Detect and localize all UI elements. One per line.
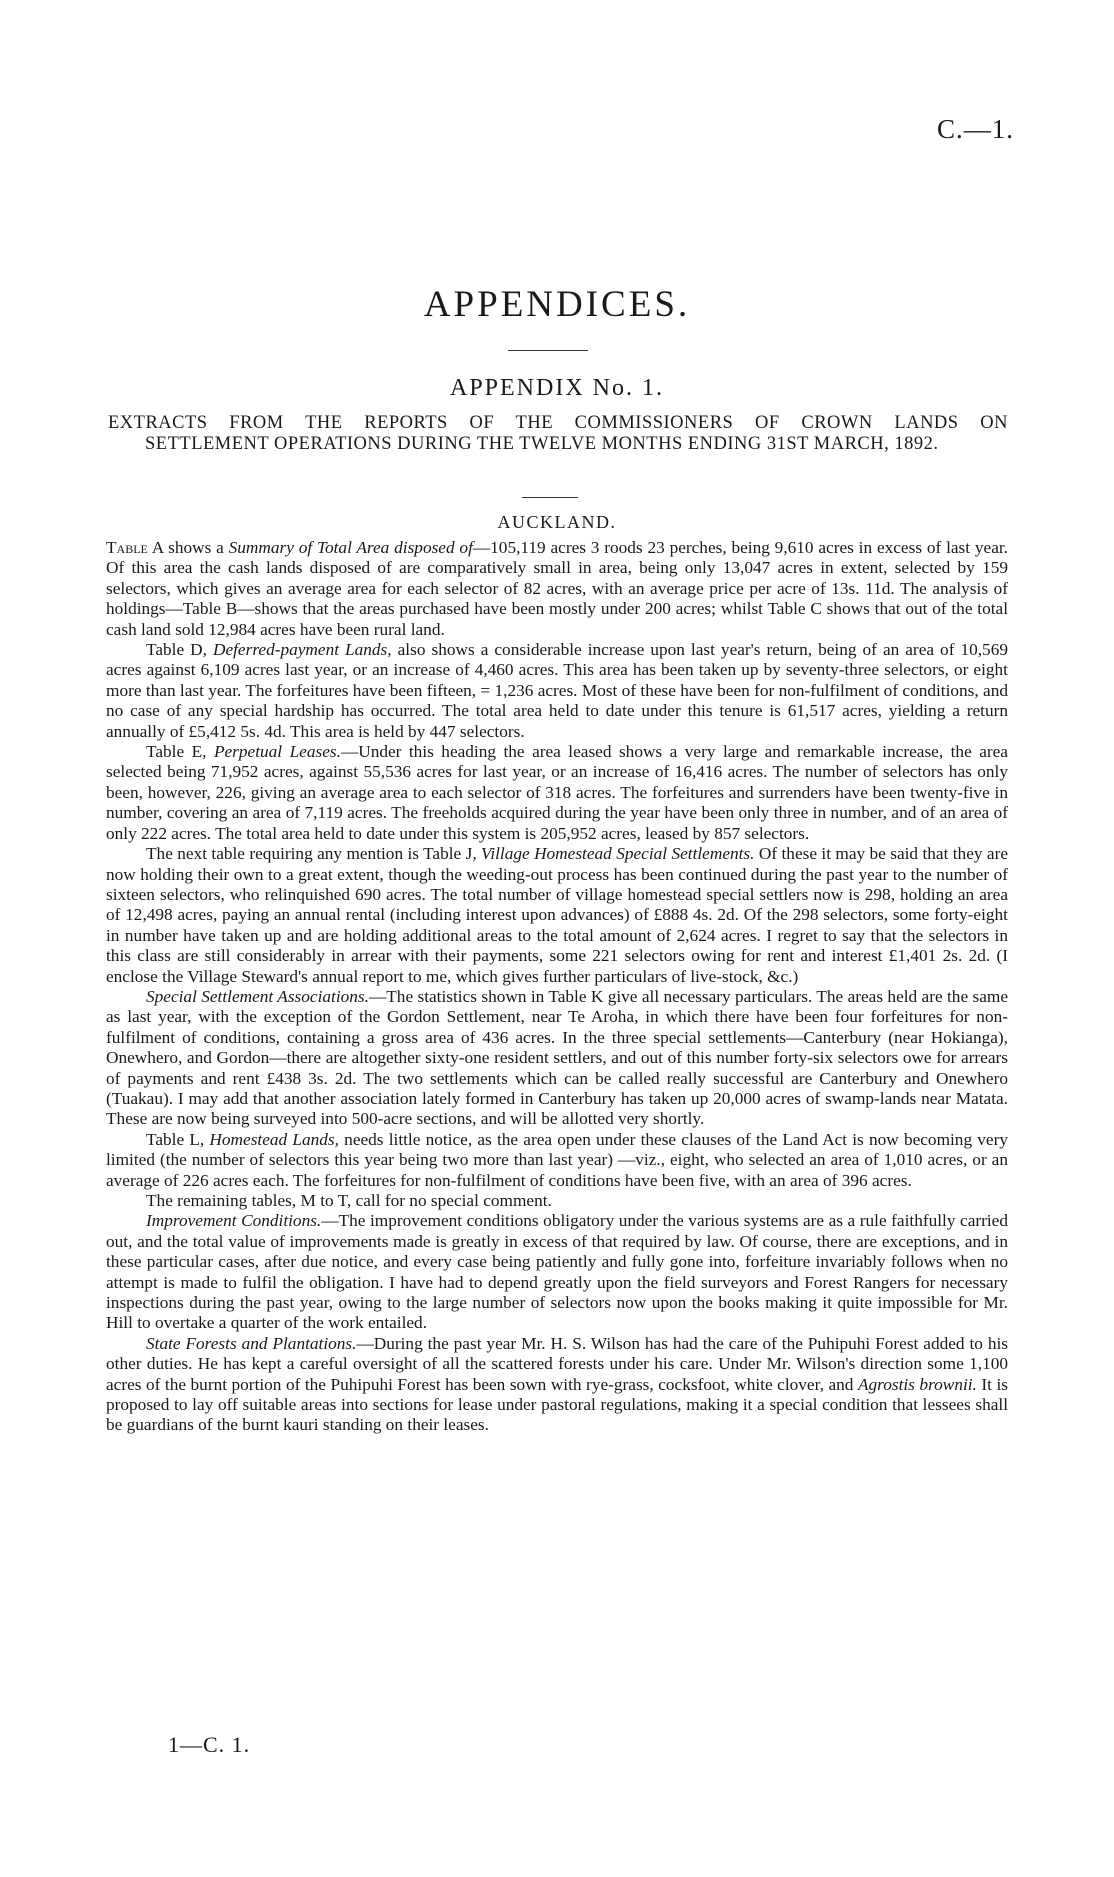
paragraph-table-e (106, 742, 1008, 844)
subtitle-line-rest: SETTLEMENT OPERATIONS DURING THE TWELVE MONTHS ENDING 31ST MARCH, 1892. (145, 434, 939, 454)
italic-term: State Forests and Plantations. (146, 1333, 357, 1353)
page-title: APPENDICES. (423, 284, 691, 325)
italic-term: Summary of Total Area disposed of (228, 538, 473, 557)
text-run: Table L, (146, 1129, 210, 1149)
paragraph-special-settlement (106, 987, 1008, 1130)
subtitle-line-1: EXTRACTS FROM THE REPORTS OF THE COMMISSIONERS OF CROWN LANDS ON (108, 413, 1008, 433)
text-run: —During the past year Mr. H. S. Wilson has had the care of the Puhipuhi Forest added to his other duties. He has kept a careful oversight of all the scattered forests under his care. Under Mr. Wilson's direction some 1,100 acres of the burnt portion of the Puhipuhi Forest has been sown with rye-grass, cocksfoot, white clover, and (106, 1333, 1008, 1394)
paragraph-table-d (106, 640, 1008, 742)
table-lead: Table (106, 538, 148, 557)
page-reference: C.—1. (936, 114, 1014, 144)
text-run: —The improvement conditions obligatory under the various systems are as a rule faithfully carried out, and the total value of improvements made is greatly in excess of that required by law. Of course, there are exceptions, and in these particular cases, after due notice, and every case being patiently and fully gone into, forfeiture invariably follows when no attempt is made to fulfil the obligation. I have had to depend greatly upon the field surveyors and Forest Rangers for necessary inspections during the past year, owing to the large number of selectors now upon the books making it quite impossible for Mr. Hill to overtake a quarter of the work entailed. (106, 1211, 1008, 1333)
text-run: —Under this heading the area leased shows a very large and remarkable increase, the area selected being 71,952 acres, against 55,536 acres for last year, or an increase of 16,416 acres. The number of selectors has only been, however, 226, giving an average area to each selector of 318 acres. The forfeitures and surrenders have been twenty-five in number, covering an area of 7,119 acres. The freeholds acquired during the year have been only three in number, and of an area of only 222 acres. The total area held to date under this system is 205,952 acres, leased by 857 selectors. (106, 742, 1008, 843)
appendix-subtitle (108, 413, 1008, 455)
appendix-title: APPENDIX No. 1. (449, 375, 664, 401)
text-run: needs little notice, as the area open under these clauses of the Land Act is now becoming very limited (the number of selectors this year being two more than last year) —viz., eight, who selected an area of 1,010 acres, or an average of 226 acres each. The forfeitures for non-fulfilment of conditions have been five, with an area of 396 acres. (106, 1129, 1009, 1190)
paragraph-table-a (106, 538, 1008, 640)
italic-term: Agrostis brownii. (857, 1374, 977, 1394)
text-run: —105,119 acres 3 roods 23 perches, being 9,610 acres in excess of last year. Of this area the cash lands disposed of are comparatively small in area, being only 13,047 acres in extent, selected by 159 selectors, which gives an average area for each selector of 82 acres, with an average price per acre of 13s. 11d. The analysis of holdings—Table B—shows that the areas purchased have been mostly under 200 acres; whilst Table C shows that out of the total cash land sold 12,984 acres have been rural land. (106, 538, 1008, 639)
italic-term: Deferred-payment Lands, (212, 640, 392, 660)
text-run: Table D, (146, 640, 213, 660)
text-run: Of these it may be said that they are now holding their own to a great extent, though the weeding-out process has been continued during the past year to the number of sixteen selectors, who relinquished 690 acres. The total number of village homestead special settlers now is 298, holding an area of 12,498 acres, paying an annual rental (including interest upon advances) of £888 4s. 2d. Of the 298 selectors, some forty-eight in number have taken up and are holding additional areas to the total amount of 2,624 acres. I regret to say that the selectors in this class are still considerably in arrear with their payments, some 221 selectors owing for rent and interest £1,401 2s. 2d. (I enclose the Village Steward's annual report to me, which gives further particulars of live-stock, &c.) (106, 844, 1008, 986)
text-run: It is proposed to lay off suitable areas into sections for lease under pastoral regulations, making it a special condition that lessees shall be guardians of the burnt kauri standing on their leases. (106, 1374, 1008, 1435)
paragraph-improvement (106, 1211, 1008, 1333)
title-rule (508, 350, 588, 351)
section-heading-auckland: AUCKLAND. (497, 512, 617, 532)
paragraph-table-j (106, 844, 1008, 987)
paragraph-table-l (106, 1130, 1008, 1191)
text-run: A shows a (147, 538, 229, 557)
report-body (106, 538, 1008, 1436)
italic-term: Perpetual Leases. (213, 742, 341, 762)
text-run: also shows a considerable increase upon last year's return, being of an area of 10,569 acres against 6,109 acres last year, or an increase of 4,460 acres. This area has been taken up by seventy-three selectors, or eight more than last year. The forfeitures have been fifteen, = 1,236 acres. Most of these have been for non-fulfilment of conditions, and no case of any special hardship has occurred. The total area held to date under this tenure is 61,517 acres, yielding a return annually of £5,412 5s. 4d. This area is held by 447 selectors. (106, 640, 1008, 741)
subtitle-rule (522, 497, 578, 498)
sheet-signature: 1—C. 1. (168, 1732, 251, 1757)
paragraph-remaining-tables: The remaining tables, M to T, call for no special comment. (146, 1191, 552, 1210)
italic-term: Village Homestead Special Settlements. (481, 844, 755, 864)
text-run: —The statistics shown in Table K give all necessary particulars. The areas held are the same as last year, with the exception of the Gordon Settlement, near Te Aroha, in which there have been four forfeitures for non-fulfilment of conditions, containing a gross area of 436 acres. In the three special settlements—Canterbury (near Hokianga), Onewhero, and Gordon—there are altogether sixty-one resident settlers, and out of this number forty-six selectors owe for arrears of payments and rent £438 3s. 2d. The two settlements which can be called really successful are Canterbury and Onewhero (Tuakau). I may add that another association lately formed in Canterbury has taken up 20,000 acres of swamp-lands near Matata. These are now being surveyed into 500-acre sections, and will be allotted very shortly. (106, 986, 1008, 1129)
italic-term: Improvement Conditions. (146, 1211, 322, 1231)
text-run: Table E, (146, 742, 214, 762)
text-run: The next table requiring any mention is Table J, (146, 844, 482, 864)
paragraph-state-forests (106, 1334, 1008, 1436)
italic-term: Special Settlement Associations. (146, 986, 369, 1006)
italic-term: Homestead Lands, (209, 1129, 339, 1149)
